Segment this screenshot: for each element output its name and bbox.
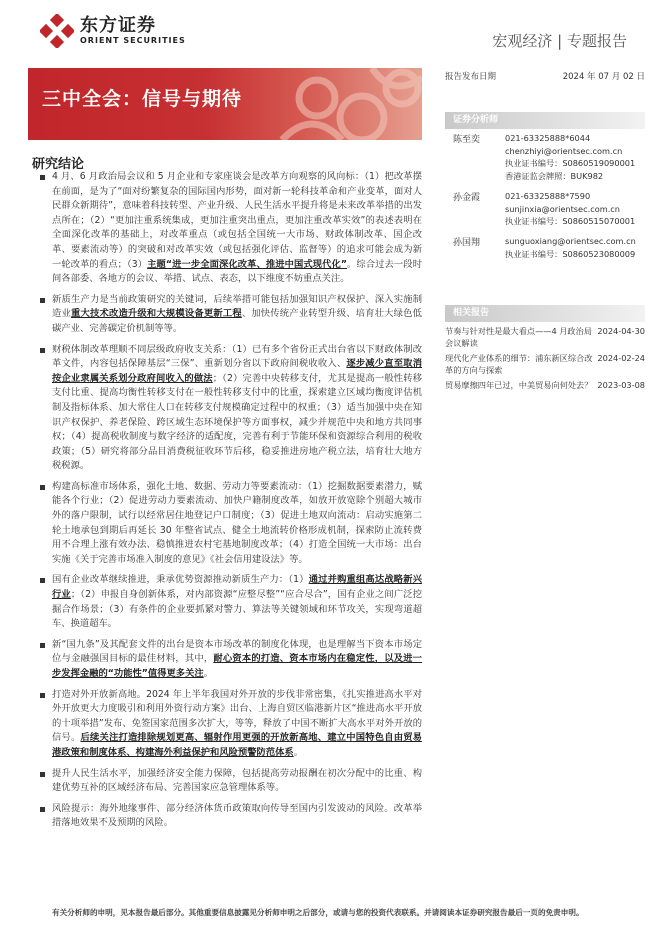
analysts-header: 证券分析师: [445, 112, 645, 129]
banner-decoration-icon: [222, 68, 422, 140]
conclusion-paragraph: 构建高标准市场体系，强化土地、数据、劳动力等要素流动：（1）挖掘数据要素潜力，赋能各个行业；（2）促进劳动力要素流动、加快户籍制度改革，如放开放宽除个别超大城市外的落户限制，试行以经常居住地登记户口制度；（3）促进土地双向流动：启动实施第二轮土地承包到期后再延长 30 年整省试点、健全土地流转价格形成机制，探索防止流转费用不合理上涨有效办法、稳慎推进农村宅基地制度改革；（4）打造全国统一大市场：出台实施《关于完善市场准入制度的意见》《社会信用建设法》等。: [40, 480, 422, 568]
analyst-cert: 执业证书编号：S0860519090001: [505, 158, 636, 168]
report-type: 宏观经济 | 专题报告: [492, 32, 627, 50]
section-title: 研究结论: [32, 157, 85, 172]
publish-date-row: [445, 70, 645, 82]
conclusion-paragraph: 国有企业改革继续推进，秉承优势资源推动新质生产力：（1）通过并购重组高达战略新兴行业；（2）申报自身创新体系，对内部资源“应整尽整”“应合尽合”，国有企业之间广泛挖掘合作场景；（3）有条件的企业要抓紧对警力、算法等关键领域和环节攻关，实现弯道超车、换道超车。: [40, 573, 422, 631]
risk-warning-paragraph: 风险提示：海外地缘事件、部分经济体货币政策取向传导至国内引发波动的风险。改革举措落地效果不及预期的风险。: [40, 802, 422, 831]
related-reports-header: 相关报告: [445, 305, 645, 322]
analyst-phone: 021-63325888*7590: [505, 191, 591, 201]
title-banner: [28, 68, 422, 140]
orient-logo-icon: [40, 14, 74, 48]
analyst-email[interactable]: chenzhiyi@orientsec.com.cn: [505, 145, 623, 156]
related-report-date: 2024-04-30: [597, 326, 645, 336]
research-conclusions: [40, 170, 422, 837]
analyst-email[interactable]: sunguoxiang@orientsec.com.cn: [505, 236, 636, 246]
related-reports-list: [445, 326, 645, 392]
analyst-email[interactable]: sunjinxia@orientsec.com.cn: [505, 203, 620, 214]
footer-disclaimer: 有关分析师的申明，见本报告最后部分。其他重要信息披露见分析师申明之后部分，或请与您的投资代表联系。并请阅读本证券研究报告最后一页的免责申明。: [52, 908, 584, 917]
related-report-title: 现代化产业体系的细节：浦东新区综合改革的方向与探索: [445, 353, 593, 375]
analyst-cert: 执业证书编号：S0860523080009: [505, 248, 636, 259]
related-report-title: 节奏与针对性是最大看点——4 月政治局会议解读: [445, 326, 592, 348]
related-report-item[interactable]: [445, 326, 645, 349]
analyst-name: 孙国翔: [453, 238, 481, 248]
conclusion-paragraph: 4 月、6 月政治局会议和 5 月企业和专家座谈会是改革方向观察的风向标：（1）把改革摆在前面，是为了“面对纷繁复杂的国际国内形势，面对新一轮科技革命和产业变革，面对人民群众新期待”，意味着科技转型、产业升级、人民生活水平提升将是未来改革举措的出发点所在；（2）“更加注重系统集成，更加注重突出重点，更加注重改革实效”的表述表明在全面深化改革的基础上，对改革重点（或包括全国统一大市场、财政体制改革、国企改革、要素流动等）的突破和对改革实效（或包括强化评估、监督等）的追求可能会成为新一轮改革的看点；（3）主题“进一步全面深化改革、推进中国式现代化”。综合过去一段时间各部委、各地方的会议、举措、试点、表态，以下维度不妨重点关注。: [40, 170, 422, 287]
company-logo: [40, 14, 186, 48]
report-title: 三中全会：信号与期待: [42, 88, 243, 110]
related-report-title: 贸易摩擦四年已过，中美贸易向何处去？: [445, 380, 593, 390]
analyst-hk-license: 香港证监会牌照：BUK982: [505, 170, 604, 181]
conclusion-paragraph: 打造对外开放新高地。2024 年上半年我国对外开放的步伐非常密集，《扎实推进高水平对外开放更大力度吸引和利用外资行动方案》出台、上海自贸区临港新片区“推进高水平开放的十项举措”发布、免签国家范围多次扩大，等等，释放了中国不断扩大高水平对外开放的信号。后续关注打造排除规划更高、辐射作用更强的开放新高地、建立中国特色自由贸易港政策和制度体系、构建海外利益保护和风险预警防范体系。: [40, 688, 422, 761]
related-report-item[interactable]: [445, 353, 645, 376]
analyst-name: 陈至奕: [453, 135, 481, 145]
report-header: [0, 0, 661, 62]
conclusion-paragraph: 财税体制改革理顺不同层级政府收支关系：（1）已有多个省份正式出台省以下财政体制改革文件，内容包括保障基层“三保”、重新划分省以下政府间税收收入、逐步减少直至取消按企业隶属关系划分政府间收入的做法；（2）完善中央转移支付，尤其是提高一般性转移支付比重、提高均衡性转移支付在一般性转移支付中的比重，探索建立区域均衡度评估机制及指标体系、加大常住人口在转移支付规模确定过程中的权重；（3）适当加强中央在知识产权保护、养老保险、跨区域生态环境保护等方面事权，减少并规范中央和地方共同事权；（4）提高税收制度与数字经济的适配度，完善有利于节能环保和资源综合利用的税收政策；（5）研究将部分品目消费税征收环节后移，稳妥推进房地产税立法，培育壮大地方税税源。: [40, 343, 422, 474]
logo-en-text: ORIENT SECURITIES: [80, 36, 186, 45]
logo-cn-text: 东方证券: [80, 15, 156, 36]
conclusion-paragraph: 新“国九条”及其配套文件的出台是资本市场改革的制度化体现，也是理解当下资本市场定位与金融强国目标的最佳材料，其中，耐心资本的打造、资本市场内在稳定性，以及进一步发挥金融的“功能性”值得更多关注。: [40, 638, 422, 682]
analyst-cert: 执业证书编号：S0860515070001: [505, 216, 636, 226]
analyst-name: 孙金霞: [453, 193, 481, 203]
publish-date-label: 报告发布日期: [445, 72, 497, 82]
related-report-item[interactable]: [445, 380, 645, 392]
conclusion-paragraph: 提升人民生活水平，加强经济安全能力保障，包括提高劳动报酬在初次分配中的比重、构建优势互补的区域经济布局、完善国家应急管理体系等。: [40, 767, 422, 796]
analyst-phone: 021-63325888*6044: [505, 133, 591, 143]
conclusion-paragraph: 新质生产力是当前政策研究的关键词，后续举措可能包括加强知识产权保护、深入实施制造业重大技术改造升级和大规模设备更新工程、加快传统产业转型升级、培育壮大绿色低碳产业、完善碳定价机制等等。: [40, 293, 422, 337]
related-report-date: 2024-02-24: [597, 353, 645, 363]
publish-date-value: 2024 年 07 月 02 日: [562, 72, 645, 82]
related-report-date: 2023-03-08: [597, 380, 645, 390]
